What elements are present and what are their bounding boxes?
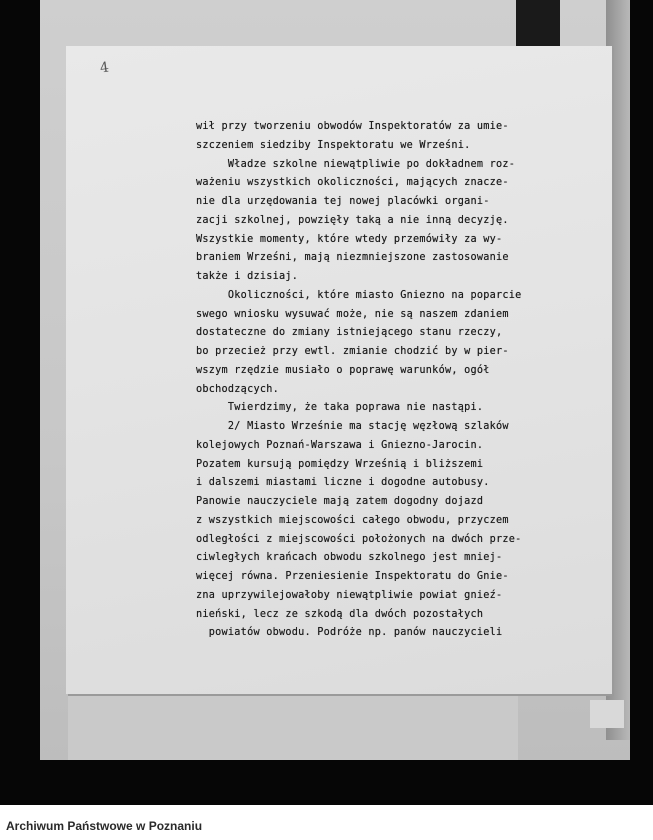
- text-line: z wszystkich miejscowości całego obwodu, przyczem: [196, 514, 509, 526]
- sheet-tab: [590, 700, 624, 728]
- text-line: ważeniu wszystkich okoliczności, mających znacze-: [196, 177, 509, 189]
- text-line: dostateczne do zmiany istniejącego stanu rzeczy,: [196, 327, 503, 339]
- text-line: zna uprzywilejowałoby niewątpliwie powiat gnieź-: [196, 589, 503, 601]
- text-line: obchodzących.: [196, 383, 279, 395]
- text-line: powiatów obwodu. Podróże np. panów nauczycieli: [196, 627, 503, 639]
- archive-name: Archiwum Państwowe w Poznaniu: [6, 819, 203, 833]
- text-line: Władze szkolne niewątpliwie po dokładnem roz-: [196, 158, 516, 170]
- text-line: i dalszemi miastami liczne i dogodne autobusy.: [196, 477, 490, 489]
- text-line: Twierdzimy, że taka poprawa nie nastąpi.: [196, 402, 484, 414]
- typed-text-block: [196, 118, 526, 643]
- text-line: swego wniosku wysuwać może, nie są naszem zdaniem: [196, 308, 509, 320]
- footer-bar: [0, 805, 653, 840]
- text-line: więcej równa. Przeniesienie Inspektoratu do Gnie-: [196, 571, 509, 582]
- document-page: [66, 46, 612, 694]
- text-line: nieński, lecz ze szkodą dla dwóch pozostałych: [196, 608, 484, 620]
- text-line: 2/ Miasto Wrześnie ma stację węzłową szlaków: [196, 421, 509, 432]
- text-line: szczeniem siedziby Inspektoratu we Wrześni.: [196, 139, 471, 151]
- lower-sheet-edge: [68, 690, 518, 760]
- text-line: bo przecież przy ewtl. zmianie chodzić by w pier-: [196, 346, 509, 357]
- text-line: Okoliczności, które miasto Gniezno na poparcie: [196, 289, 522, 301]
- text-line: wszym rzędzie musiało o poprawę warunków, ogół: [196, 364, 490, 376]
- text-line: odległości z miejscowości położonych na dwóch prze-: [196, 533, 522, 545]
- text-line: Panowie nauczyciele mają zatem dogodny dojazd: [196, 496, 484, 507]
- text-line: Pozatem kursują pomiędzy Wrześnią i bliższemi: [196, 458, 484, 470]
- text-line: ciwległych krańcach obwodu szkolnego jest mniej-: [196, 552, 503, 564]
- text-line: nie dla urzędowania tej nowej placówki organi-: [196, 196, 490, 207]
- text-line: Wszystkie momenty, które wtedy przemówiły za wy-: [196, 233, 503, 245]
- page-number-mark: 4: [98, 59, 110, 77]
- text-line: wił przy tworzeniu obwodów Inspektoratów za umie-: [196, 121, 509, 132]
- text-line: także i dzisiaj.: [196, 271, 299, 282]
- text-line: kolejowych Poznań-Warszawa i Gniezno-Jarocin.: [196, 439, 484, 451]
- binder-shadow: [516, 0, 560, 48]
- text-line: braniem Wrześni, mają niezmniejszone zastosowanie: [196, 252, 509, 264]
- text-line: zacji szkolnej, powzięły taką a nie inną decyzję.: [196, 214, 509, 226]
